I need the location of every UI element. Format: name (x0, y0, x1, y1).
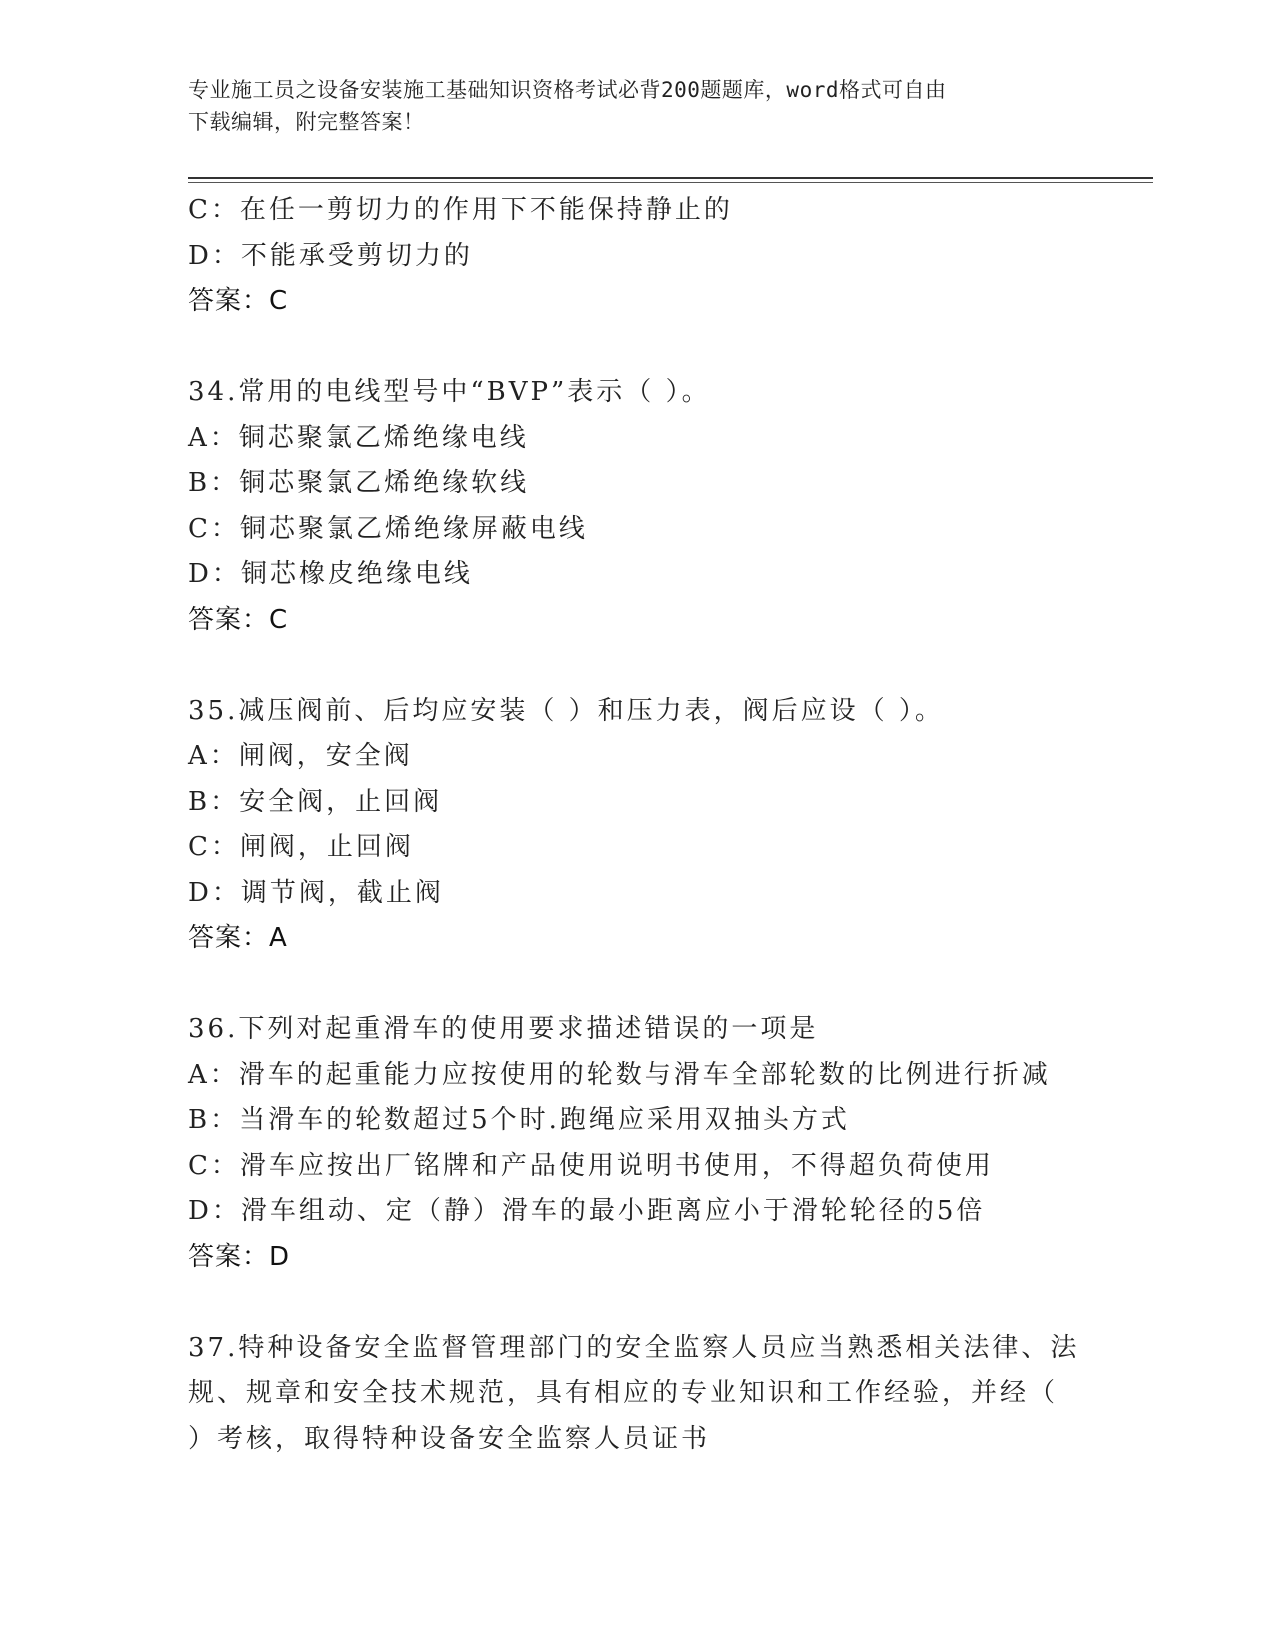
spacer (188, 325, 1088, 371)
answer: 答案：C (188, 604, 289, 635)
header-line-2: 下载编辑，附完整答案！ (188, 110, 425, 134)
option-c: C：在任一剪切力的作用下不能保持静止的 (188, 195, 733, 225)
option-a: A：铜芯聚氯乙烯绝缘电线 (188, 422, 529, 453)
question-text-line-3: ）考核，取得特种设备安全监察人员证书 (188, 1423, 711, 1454)
header-line-1: 专业施工员之设备安装施工基础知识资格考试必背200题题库，word格式可自由 (188, 78, 947, 102)
question-text: 35.减压阀前、后均应安装（ ）和压力表，阀后应设（ ）。 (188, 695, 944, 726)
option-d: D：调节阀，截止阀 (188, 877, 444, 908)
option-d: D：滑车组动、定（静）滑车的最小距离应小于滑轮轮径的5倍 (188, 1196, 986, 1226)
option-b: B：当滑车的轮数超过5个时.跑绳应采用双抽头方式 (188, 1105, 850, 1135)
header-divider-thin (188, 182, 1153, 183)
option-a: A：闸阀，安全阀 (188, 741, 413, 771)
answer: 答案：A (188, 923, 288, 953)
question-37 (188, 1326, 1088, 1463)
question-list (188, 188, 1088, 1462)
spacer (188, 962, 1088, 1008)
question-text-line-2: 规、规章和安全技术规范，具有相应的专业知识和工作经验，并经（ (188, 1378, 1059, 1408)
question-text: 34.常用的电线型号中“BVP”表示（ ）。 (188, 377, 711, 407)
question-text: 36.下列对起重滑车的使用要求描述错误的一项是 (188, 1014, 819, 1044)
header-divider-thick (188, 177, 1153, 179)
spacer (188, 643, 1088, 689)
option-b: B：安全阀，止回阀 (188, 786, 443, 817)
question-text-line-1: 37.特种设备安全监督管理部门的安全监察人员应当熟悉相关法律、法 (188, 1332, 1080, 1363)
option-d: D：铜芯橡皮绝缘电线 (188, 559, 473, 589)
option-c: C：闸阀，止回阀 (188, 832, 414, 862)
spacer (188, 1280, 1088, 1326)
option-a: A：滑车的起重能力应按使用的轮数与滑车全部轮数的比例进行折减 (188, 1059, 1051, 1090)
option-c: C：铜芯聚氯乙烯绝缘屏蔽电线 (188, 513, 588, 544)
option-c: C：滑车应按出厂铭牌和产品使用说明书使用，不得超负荷使用 (188, 1150, 994, 1181)
option-b: B：铜芯聚氯乙烯绝缘软线 (188, 468, 530, 498)
question-36 (188, 1007, 1088, 1280)
answer: 答案：C (188, 286, 289, 316)
question-35 (188, 689, 1088, 962)
answer: 答案：D (188, 1241, 291, 1272)
question-34 (188, 370, 1088, 643)
question-33 (188, 188, 1088, 325)
option-d: D：不能承受剪切力的 (188, 240, 473, 271)
document-header (188, 74, 1068, 138)
